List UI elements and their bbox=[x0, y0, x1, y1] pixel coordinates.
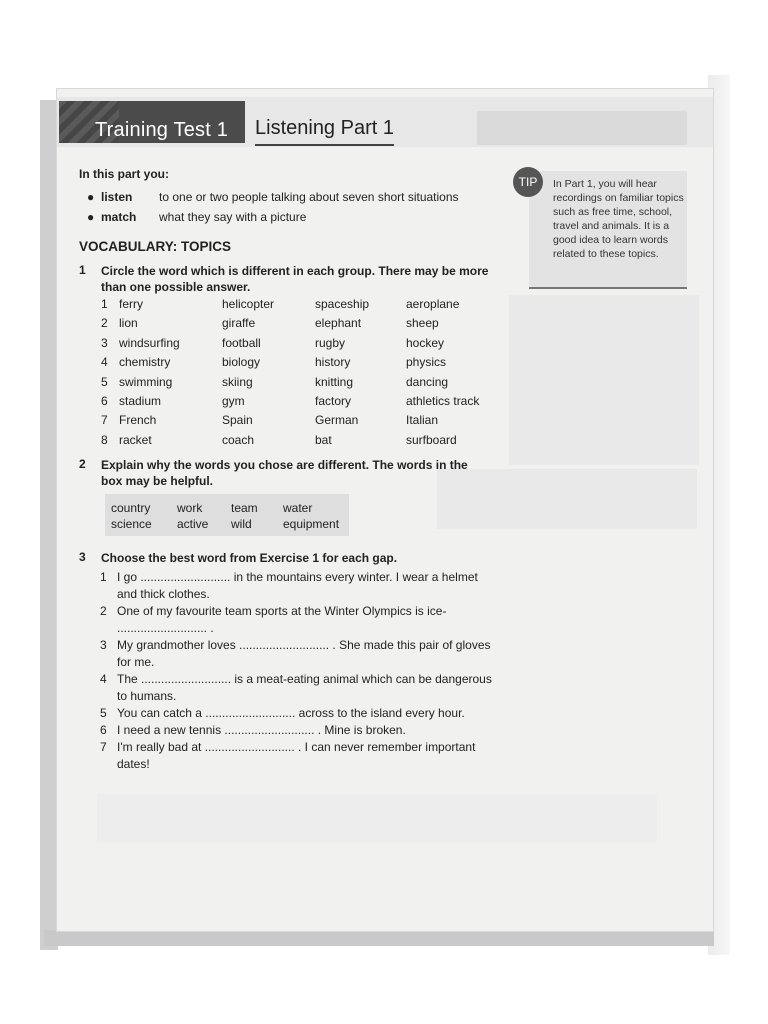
word: helicopter bbox=[222, 297, 275, 311]
word: athletics track bbox=[406, 393, 480, 408]
gap-fill-items bbox=[97, 569, 492, 773]
word: Italian bbox=[406, 413, 439, 428]
row-number: 3 bbox=[101, 335, 108, 350]
item-number: 3 bbox=[100, 638, 107, 652]
word: skiing bbox=[222, 374, 253, 389]
word: rugby bbox=[315, 335, 346, 350]
word: lion bbox=[119, 316, 138, 331]
exercise-instruction: Circle the word which is different in each group. There may be more than one possible answer. bbox=[101, 264, 489, 294]
bleed-through-area bbox=[509, 295, 699, 465]
item-text: I go ........................... in the mountains every winter. I wear a helmet and thick clothes. bbox=[117, 570, 478, 601]
gap-fill-item bbox=[97, 722, 492, 739]
box-word: water bbox=[283, 501, 313, 515]
item-number: 4 bbox=[100, 672, 107, 686]
word: dancing bbox=[406, 374, 449, 389]
gap-fill-item bbox=[97, 569, 492, 603]
section-heading: VOCABULARY: TOPICS bbox=[79, 239, 232, 254]
word: French bbox=[119, 413, 157, 428]
word: racket bbox=[119, 432, 152, 447]
bullet-icon: ● bbox=[87, 210, 95, 224]
bleed-through-area bbox=[97, 794, 657, 842]
intro-bullets bbox=[87, 187, 459, 227]
item-number: 2 bbox=[100, 604, 107, 618]
bullet-item bbox=[87, 187, 459, 207]
row-number: 2 bbox=[101, 316, 108, 331]
box-word: science bbox=[111, 517, 152, 531]
item-number: 6 bbox=[100, 723, 107, 737]
gap-fill-item bbox=[97, 705, 492, 722]
exercise-number: 2 bbox=[79, 457, 86, 471]
word: coach bbox=[222, 432, 255, 447]
bullet-text: to one or two people talking about seven short situations bbox=[159, 190, 459, 204]
word: ferry bbox=[119, 297, 143, 311]
word-box bbox=[105, 494, 349, 536]
word: factory bbox=[315, 393, 352, 408]
intro-heading: In this part you: bbox=[79, 167, 169, 181]
exercise-instruction: Explain why the words you chose are different. The words in the box may be helpful. bbox=[101, 458, 468, 488]
bullet-icon: ● bbox=[87, 190, 95, 204]
part-title: Listening Part 1 bbox=[255, 117, 394, 146]
row-number: 4 bbox=[101, 355, 108, 370]
bullet-item bbox=[87, 207, 459, 227]
word: stadium bbox=[119, 393, 162, 408]
word: chemistry bbox=[119, 355, 171, 370]
row-number: 1 bbox=[101, 297, 108, 311]
box-word: country bbox=[111, 501, 151, 515]
item-text: One of my favourite team sports at the Winter Olympics is ice- ........................... . bbox=[117, 604, 447, 635]
item-text: I'm really bad at ........................... . I can never remember important dates! bbox=[117, 740, 476, 771]
box-word: wild bbox=[231, 517, 252, 531]
word: aeroplane bbox=[406, 297, 460, 311]
row-number: 7 bbox=[101, 413, 108, 428]
gap-fill-item bbox=[97, 671, 492, 705]
word: history bbox=[315, 355, 351, 370]
tip-text: In Part 1, you will hear recordings on familiar topics such as free time, school, travel and animals. It is a good idea to learn words related to these topics. bbox=[553, 178, 684, 260]
word: biology bbox=[222, 355, 261, 370]
bullet-keyword: listen bbox=[101, 190, 133, 204]
row-number: 5 bbox=[101, 374, 108, 389]
item-text: I need a new tennis ........................... . Mine is broken. bbox=[117, 723, 406, 737]
gap-fill-item bbox=[97, 739, 492, 773]
word: physics bbox=[406, 355, 447, 370]
item-number: 5 bbox=[100, 706, 107, 720]
word: swimming bbox=[119, 374, 173, 389]
item-number: 1 bbox=[100, 570, 107, 584]
item-text: You can catch a ........................... across to the island every hour. bbox=[117, 706, 465, 720]
word: elephant bbox=[315, 316, 362, 331]
word: hockey bbox=[406, 335, 445, 350]
box-word: team bbox=[231, 501, 258, 515]
exercise-number: 1 bbox=[79, 263, 86, 277]
box-word: equipment bbox=[283, 517, 340, 531]
word: spaceship bbox=[315, 297, 370, 311]
page-shadow-bottom bbox=[44, 930, 714, 946]
item-text: The ........................... is a meat-eating animal which can be dangerous to humans. bbox=[117, 672, 492, 703]
box-word: active bbox=[177, 517, 209, 531]
box-word: work bbox=[177, 501, 203, 515]
row-number: 8 bbox=[101, 432, 108, 447]
word: surfboard bbox=[406, 432, 457, 447]
word: sheep bbox=[406, 316, 439, 331]
document-page bbox=[56, 88, 714, 932]
test-title: Training Test 1 bbox=[95, 119, 229, 141]
bleed-through-header bbox=[477, 111, 687, 145]
word: windsurfing bbox=[119, 335, 180, 350]
row-number: 6 bbox=[101, 393, 108, 408]
exercise-instruction: Choose the best word from Exercise 1 for each gap. bbox=[101, 551, 398, 565]
item-number: 7 bbox=[100, 740, 107, 754]
word: football bbox=[222, 335, 261, 350]
word: Spain bbox=[222, 413, 253, 428]
word: bat bbox=[315, 432, 332, 447]
gap-fill-item bbox=[97, 603, 492, 637]
bullet-keyword: match bbox=[101, 210, 137, 224]
gap-fill-item bbox=[97, 637, 492, 671]
word: German bbox=[315, 413, 359, 428]
word: gym bbox=[222, 393, 245, 408]
exercise-number: 3 bbox=[79, 550, 86, 564]
tip-badge: TIP bbox=[513, 167, 543, 197]
bullet-text: what they say with a picture bbox=[159, 210, 307, 224]
item-text: My grandmother loves ........................... . She made this pair of gloves for me. bbox=[117, 638, 491, 669]
word: knitting bbox=[315, 374, 354, 389]
word: giraffe bbox=[222, 316, 256, 331]
